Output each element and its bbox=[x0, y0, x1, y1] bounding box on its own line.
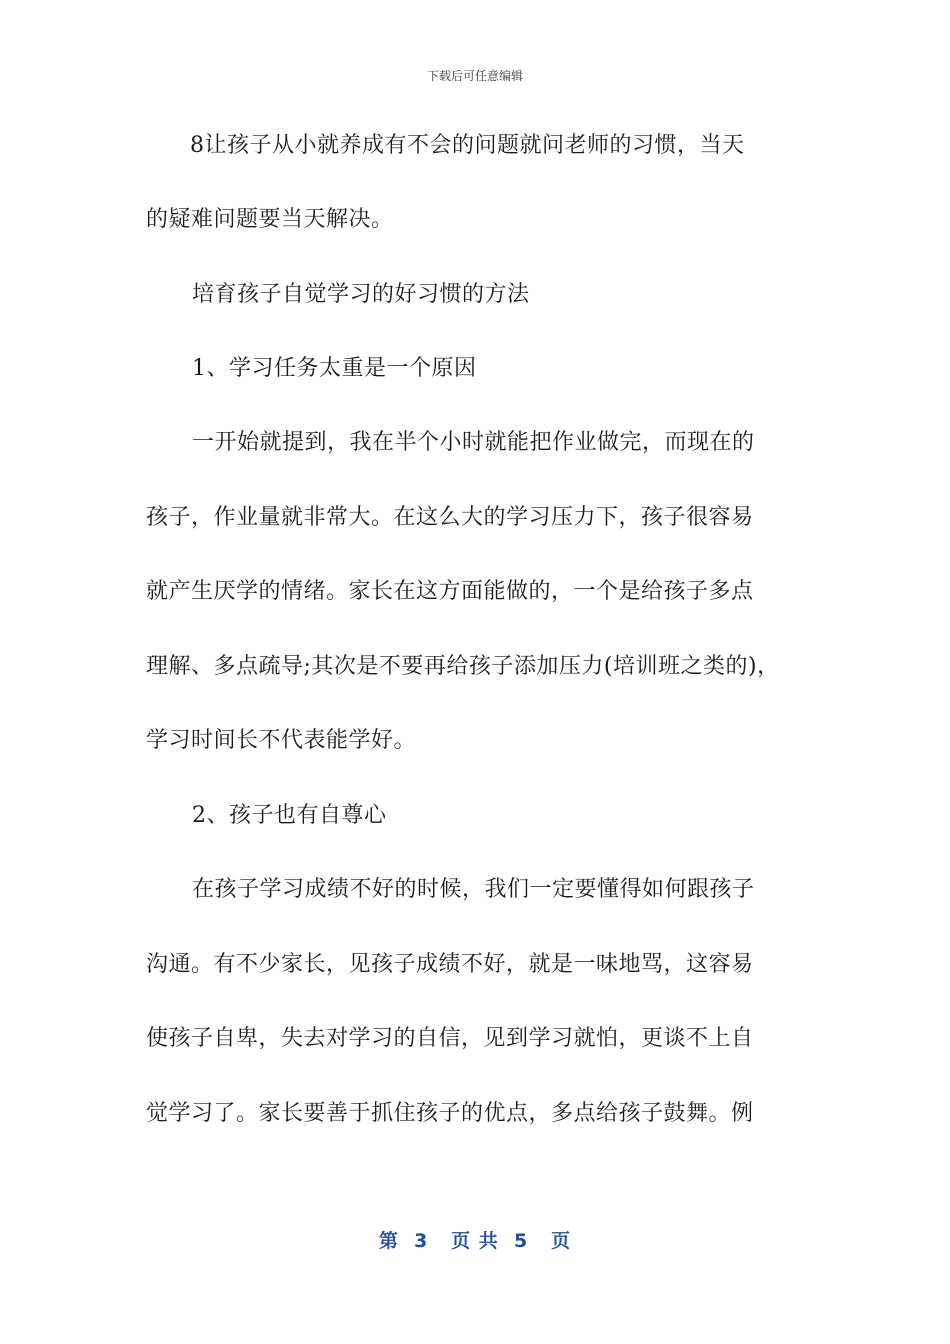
paragraph-line: 觉学习了。家长要善于抓住孩子的优点，多点给孩子鼓舞。例 bbox=[146, 1101, 754, 1126]
paragraph-line: 8让孩子从小就养成有不会的问题就问老师的习惯，当天 bbox=[190, 133, 745, 158]
paragraph-line: 沟通。有不少家长，见孩子成绩不好，就是一味地骂，这容易 bbox=[146, 952, 754, 977]
section-heading: 2、孩子也有自尊心 bbox=[192, 803, 387, 828]
section-heading: 1、学习任务太重是一个原因 bbox=[192, 356, 477, 381]
paragraph-line: 学习时间长不代表能学好。 bbox=[146, 728, 417, 753]
paragraph-line: 理解、多点疏导;其次是不要再给孩子添加压力(培训班之类的)， bbox=[146, 654, 780, 679]
paragraph-line: 孩子，作业量就非常大。在这么大的学习压力下，孩子很容易 bbox=[146, 505, 754, 530]
header-note: 下载后可任意编辑 bbox=[426, 69, 523, 83]
page-number-label: 第 3 页 共 5 页 bbox=[378, 1230, 572, 1252]
paragraph-line: 就产生厌学的情绪。家长在这方面能做的，一个是给孩子多点 bbox=[146, 579, 754, 604]
section-heading: 培育孩子自觉学习的好习惯的方法 bbox=[192, 282, 530, 307]
paragraph-line: 的疑难问题要当天解决。 bbox=[146, 207, 394, 232]
page-number bbox=[0, 1226, 950, 1253]
paragraph-line: 使孩子自卑，失去对学习的自信，见到学习就怕，更谈不上自 bbox=[146, 1026, 754, 1051]
paragraph-line: 一开始就提到，我在半个小时就能把作业做完，而现在的 bbox=[192, 430, 755, 455]
paragraph-line: 在孩子学习成绩不好的时候，我们一定要懂得如何跟孩子 bbox=[192, 877, 755, 902]
